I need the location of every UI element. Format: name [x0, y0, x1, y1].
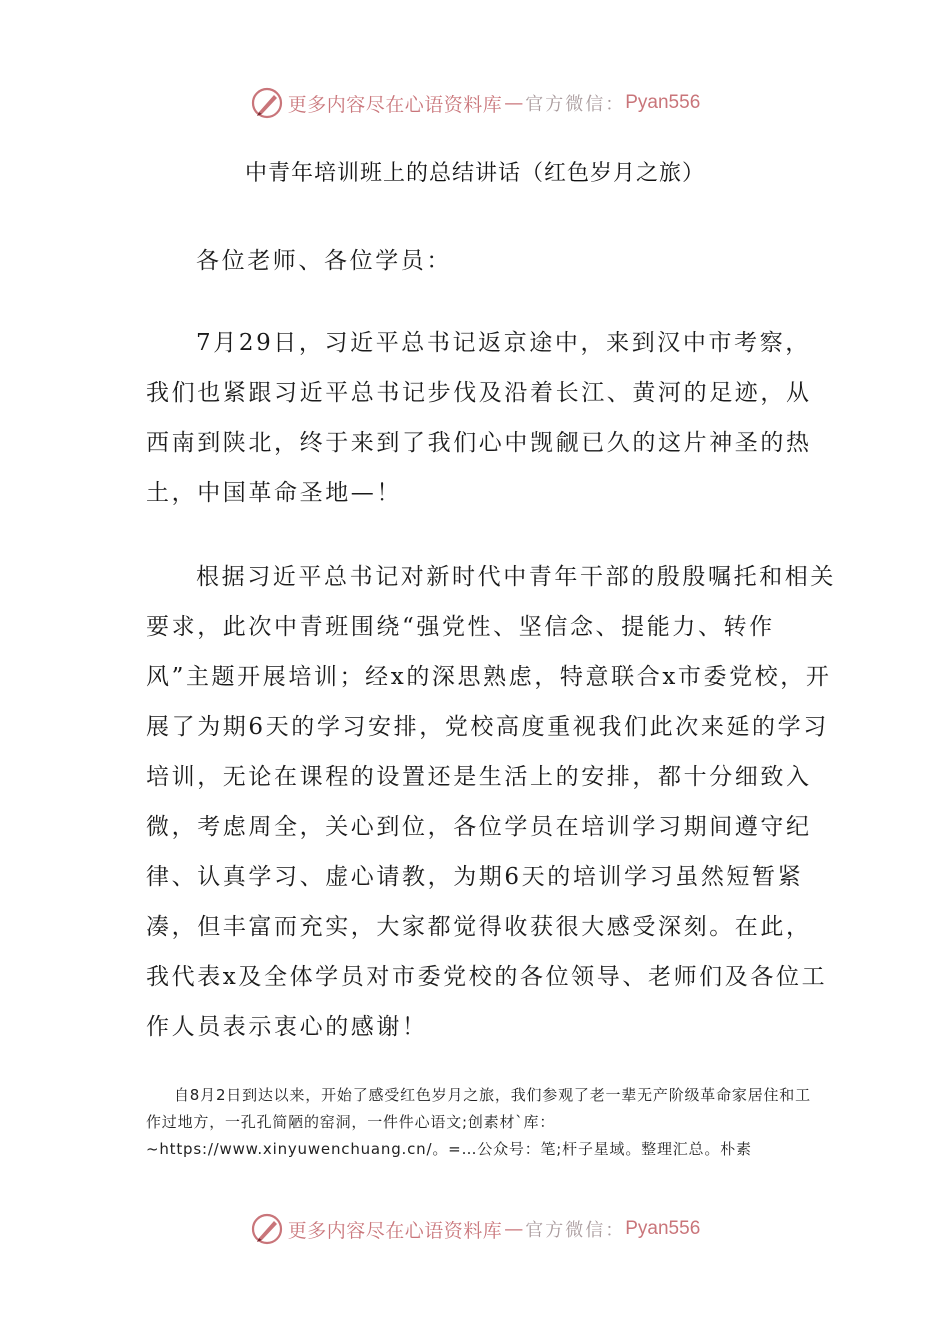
header-banner: [0, 83, 950, 123]
document-title: 中青年培训班上的总结讲话（红色岁月之旅）: [244, 161, 705, 186]
banner-brand: 更多内容尽在心语资料库: [287, 93, 503, 116]
footer-wechat-id: Pyan556: [625, 1218, 701, 1239]
paragraph-3: 自8月2日到达以来，开始了感受红色岁月之旅，我们参观了老一辈无产阶级革命家居住和工作过地方，一孔孔简陋的窑洞，一件件心语文;创素材`库：~https://www.xinyuwenchuang.cn/。=…公众号：笔;杆子星域。整理汇总。朴素: [146, 1086, 811, 1158]
pen-logo-icon: [250, 86, 284, 120]
paragraph-1: 7月29日，习近平总书记返京途中，来到汉中市考察，我们也紧跟习近平总书记步伐及沿着长江、黄河的足迹，从西南到陕北，终于来到了我们心中觊觎已久的这片神圣的热土，中国革命圣地—！: [146, 330, 812, 506]
banner-dash: —: [504, 92, 524, 114]
banner-wechat-id: Pyan556: [625, 92, 701, 113]
footer-wechat-label: 官方微信：: [525, 1220, 626, 1241]
paragraph-2: 根据习近平总书记对新时代中青年干部的殷殷嘱托和相关要求，此次中青班围绕“强党性、坚信念、提能力、转作风”主题开展培训；经x的深思熟虑，特意联合x市委党校，开展了为期6天的学习安排，党校高度重视我们此次来延的学习培训，无论在课程的设置还是生活上的安排，都十分细致入微，考虑周全，关心到位，各位学员在培训学习期间遵守纪律、认真学习、虚心请教，为期6天的培训学习虽然短暂紧凑，但丰富而充实，大家都觉得收获很大感受深刻。在此，我代表x及全体学员对市委党校的各位领导、老师们及各位工作人员表示衷心的感谢！: [146, 564, 836, 1040]
greeting: 各位老师、各位学员：: [196, 248, 452, 274]
pen-logo-icon: [250, 1212, 284, 1246]
footer-dash: —: [504, 1218, 524, 1240]
banner-wechat-label: 官方微信：: [525, 94, 626, 115]
footer-brand: 更多内容尽在心语资料库: [287, 1219, 503, 1242]
footer-banner: [0, 1209, 950, 1249]
